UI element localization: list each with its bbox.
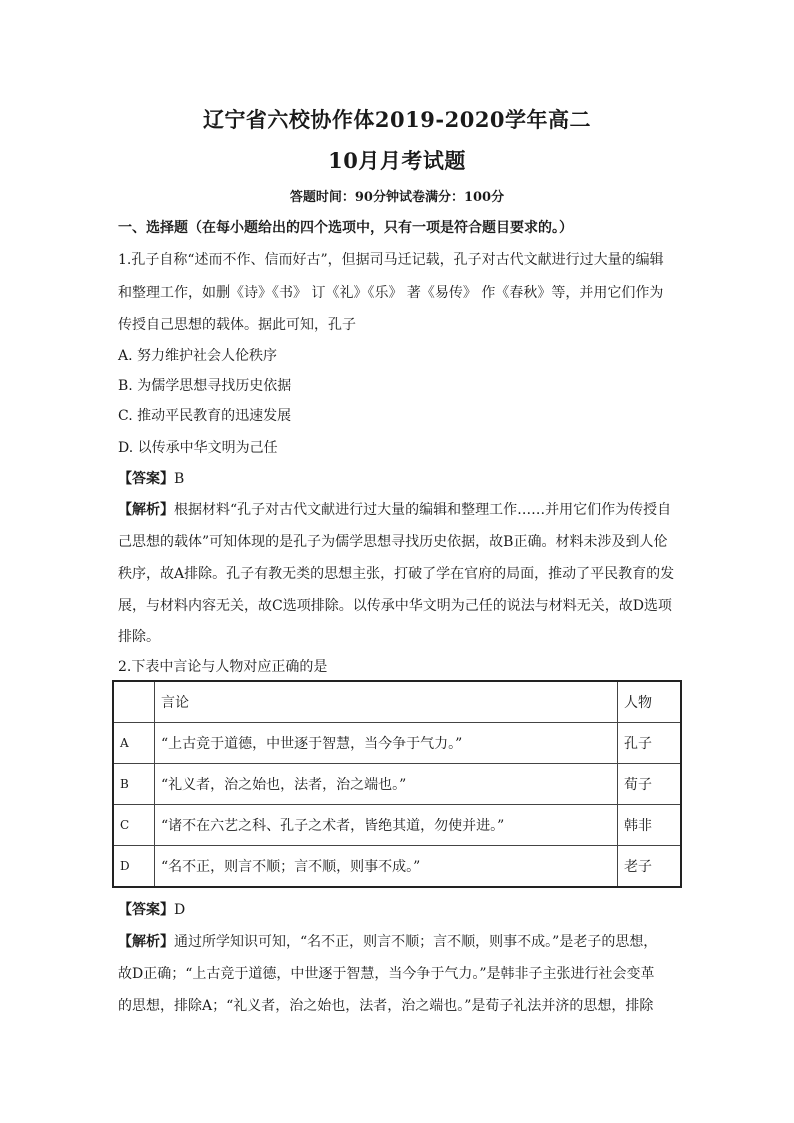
table-cell-person: 韩非 — [618, 805, 682, 846]
table-row — [113, 805, 681, 846]
q1-stem-line3: 传授自己思想的载体。据此可知，孔子 — [118, 317, 356, 333]
exam-title-line2: 10月月考试题 — [328, 148, 466, 173]
q2-analysis-line3: 的思想，排除A；“礼义者，治之始也，法者，治之端也。”是荀子礼法并济的思想，排除 — [118, 998, 654, 1014]
q1-analysis-text1: 根据材料“孔子对古代文献进行过大量的编辑和整理工作……并用它们作为传授自 — [174, 502, 672, 518]
q1-analysis-line4: 展，与材料内容无关，故C选项排除。以传承中华文明为己任的说法与材料无关，故D选项 — [118, 598, 672, 614]
q1-analysis-line3: 秩序，故A排除。孔子有教无类的思想主张，打破了学在官府的局面，推动了平民教育的发 — [118, 566, 675, 582]
table-cell-option: A — [113, 723, 155, 764]
q1-analysis-line5: 排除。 — [118, 629, 160, 645]
q1-option-b: B. 为儒学思想寻找历史依据 — [118, 378, 292, 394]
table-cell-option: D — [113, 846, 155, 888]
q1-answer — [118, 468, 678, 488]
exam-subtitle: 答题时间：90分钟试卷满分：100分 — [289, 190, 505, 205]
q1-analysis-label: 【解析】 — [118, 502, 174, 518]
q1-stem-line2: 和整理工作，如删《诗》《书》 订《礼》《乐》 著《易传》 作《春秋》等，并用它们作为 — [118, 285, 664, 301]
q1-answer-value: B — [174, 471, 185, 487]
table-cell-quote: “礼义者，治之始也，法者，治之端也。” — [155, 764, 618, 805]
table-cell-quote: “名不正，则言不顺；言不顺，则事不成。” — [155, 846, 618, 888]
q2-answer-label: 【答案】 — [118, 902, 174, 918]
table-row — [113, 723, 681, 764]
q2-analysis-label: 【解析】 — [118, 934, 174, 950]
table-cell-option: C — [113, 805, 155, 846]
table-row — [113, 764, 681, 805]
q2-table — [112, 680, 682, 888]
q1-analysis-line2: 己思想的载体”可知体现的是孔子为儒学思想寻找历史依据，故B正确。材料未涉及到人伦 — [118, 534, 668, 550]
q2-answer — [118, 899, 678, 919]
q1-option-d: D. 以传承中华文明为己任 — [118, 440, 278, 456]
table-cell-person: 老子 — [618, 846, 682, 888]
section-heading: 一、选择题（在每小题给出的四个选项中，只有一项是符合题目要求的。） — [118, 220, 573, 236]
q1-option-c: C. 推动平民教育的迅速发展 — [118, 408, 292, 424]
table-header-cell: 言论 — [155, 681, 618, 723]
table-header-cell: 人物 — [618, 681, 682, 723]
table-cell-quote: “诸不在六艺之科、孔子之术者，皆绝其道，勿使并进。” — [155, 805, 618, 846]
q2-stem: 2.下表中言论与人物对应正确的是 — [118, 659, 328, 675]
q1-analysis-line1 — [118, 499, 678, 519]
q2-answer-value: D — [174, 902, 186, 918]
exam-title-line1: 辽宁省六校协作体2019-2020学年高二 — [202, 107, 592, 132]
table-cell-person: 孔子 — [618, 723, 682, 764]
table-row — [113, 846, 681, 888]
q1-option-a: A. 努力维护社会人伦秩序 — [118, 348, 278, 364]
q2-analysis-line1 — [118, 931, 678, 951]
q1-answer-label: 【答案】 — [118, 471, 174, 487]
table-header-row — [113, 681, 681, 723]
q2-analysis-line2: 故D正确；“上古竞于道德，中世逐于智慧，当今争于气力。”是韩非子主张进行社会变革 — [118, 966, 655, 982]
table-cell-option: B — [113, 764, 155, 805]
table-cell-quote: “上古竞于道德，中世逐于智慧，当今争于气力。” — [155, 723, 618, 764]
q2-analysis-text1: 通过所学知识可知，“名不正，则言不顺；言不顺，则事不成。”是老子的思想， — [174, 934, 658, 950]
table-cell-person: 荀子 — [618, 764, 682, 805]
table-header-cell — [113, 681, 155, 723]
q1-stem-line1: 1.孔子自称“述而不作、信而好古”，但据司马迁记载，孔子对古代文献进行过大量的编辑 — [118, 252, 664, 268]
